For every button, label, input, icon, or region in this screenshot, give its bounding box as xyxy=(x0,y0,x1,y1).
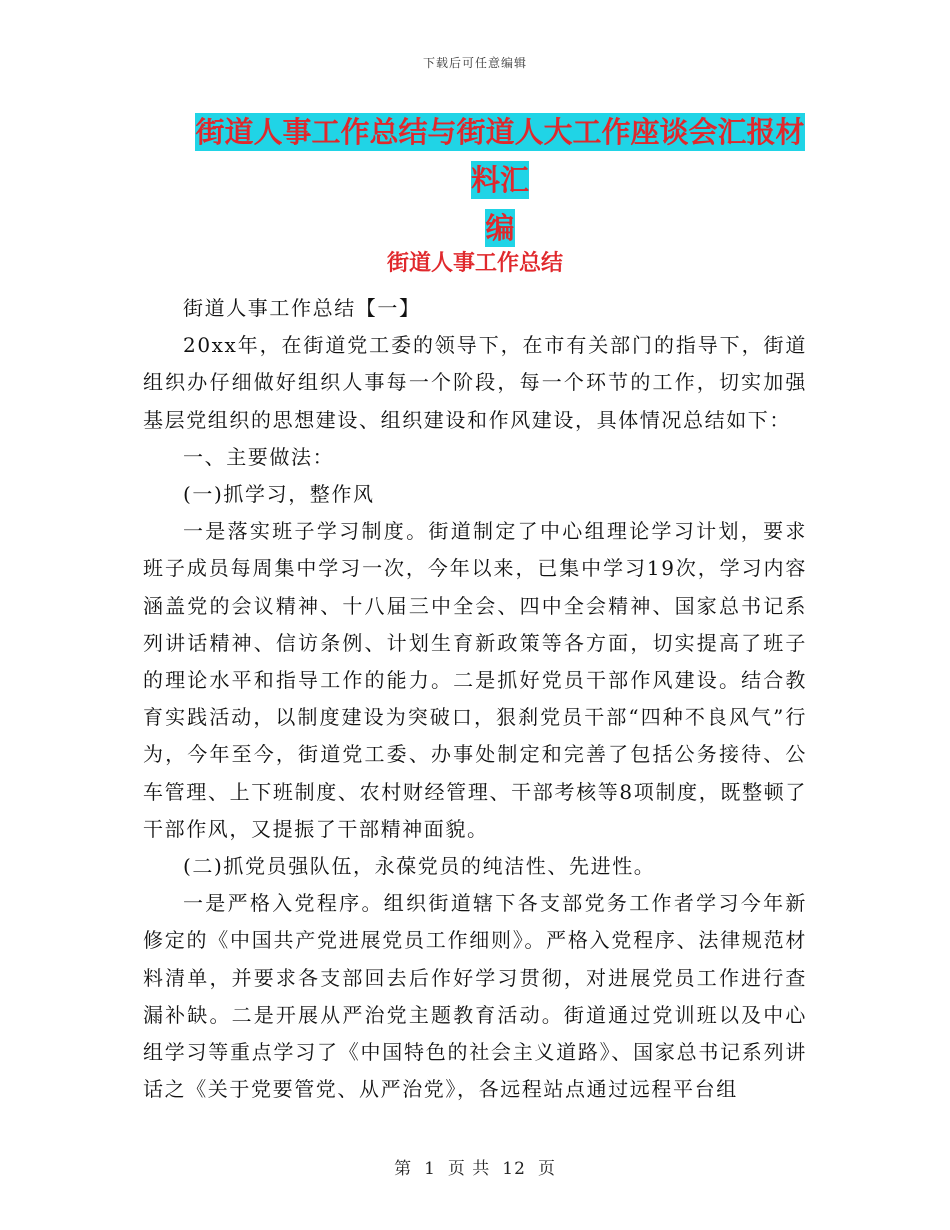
page-footer xyxy=(0,1154,950,1179)
header-note: 下载后可任意编辑 xyxy=(422,56,527,70)
paragraph: 一是落实班子学习制度。街道制定了中心组理论学习计划，要求班子成员每周集中学习一次，今年以来，已集中学习19次，学习内容涵盖党的会议精神、十八届三中全会、四中全会精神、国家总书记系列讲话精神、信访条例、计划生育新政策等各方面，切实提高了班子的理论水平和指导工作的能力。二是抓好党员干部作风建设。结合教育实践活动，以制度建设为突破口，狠刹党员干部“四种不良风气”行为，今年至今，街道党工委、办事处制定和完善了包括公务接待、公车管理、上下班制度、农村财经管理、干部考核等8项制度，既整顿了干部作风，又提振了干部精神面貌。 xyxy=(143,519,807,841)
document-title xyxy=(190,108,810,252)
paragraph: 一是严格入党程序。组织街道辖下各支部党务工作者学习今年新修定的《中国共产党进展党员工作细则》。严格入党程序、法律规范材料清单，并要求各支部回去后作好学习贯彻，对进展党员工作进行查漏补缺。二是开展从严治党主题教育活动。街道通过党训班以及中心组学习等重点学习了《中国特色的社会主义道路》、国家总书记系列讲话之《关于党要管党、从严治党》，各远程站点通过远程平台组 xyxy=(143,891,807,1102)
footer-suffix: 页 xyxy=(537,1159,556,1179)
paragraph: (二)抓党员强队伍，永葆党员的纯洁性、先进性。 xyxy=(183,854,656,879)
document-title-line2: 编 xyxy=(485,211,515,245)
footer-prefix: 第 xyxy=(394,1159,413,1179)
paragraph: (一)抓学习，整作风 xyxy=(183,482,375,507)
paragraph: 20xx年，在街道党工委的领导下，在市有关部门的指导下，街道组织办仔细做好组织人事每一个阶段，每一个环节的工作，切实加强基层党组织的思想建设、组织建设和作风建设，具体情况总结如下： xyxy=(143,333,807,432)
section-title: 街道人事工作总结 xyxy=(386,250,563,276)
paragraph: 街道人事工作总结【一】 xyxy=(183,296,421,320)
document-title-line1: 街道人事工作总结与街道人大工作座谈会汇报材料汇 xyxy=(195,115,805,197)
page-total: 12 xyxy=(502,1159,526,1179)
document-body xyxy=(143,290,807,1108)
footer-middle: 页 共 xyxy=(447,1159,491,1179)
page-number: 1 xyxy=(424,1159,436,1179)
paragraph: 一、主要做法： xyxy=(183,444,335,469)
